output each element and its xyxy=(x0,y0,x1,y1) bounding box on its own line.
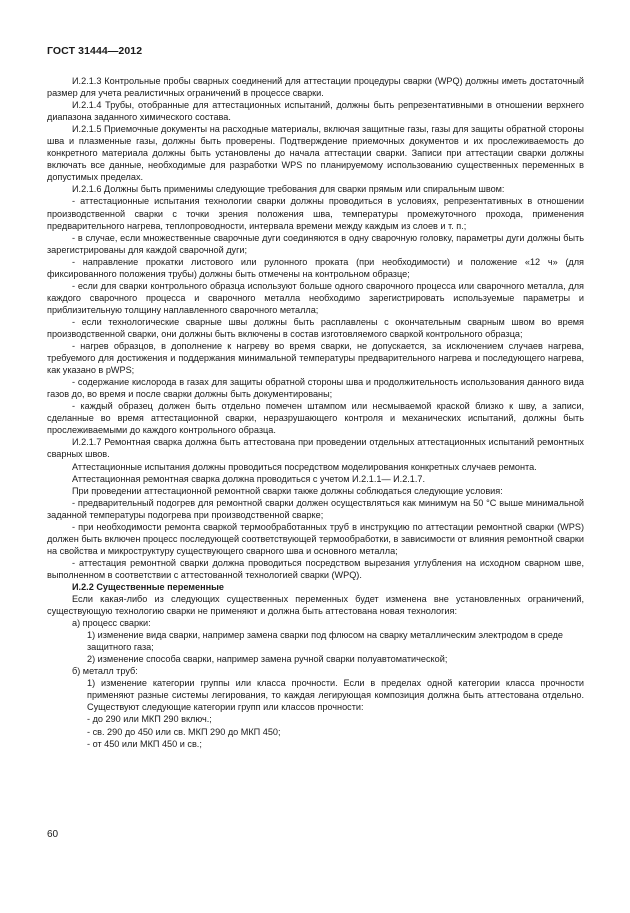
paragraph: 2) изменение способа сварки, например замена ручной сварки полуавтоматической; xyxy=(87,654,448,665)
paragraph: - если для сварки контрольного образца используют больше одного сварочного процесса или сварочного металла, для каждого сварочного процесса и сварочного металла необходимо зарегистрировать используемые параметры и приблизительную толщину наплавленного сварочного металла; xyxy=(47,280,584,315)
paragraph: - аттестация ремонтной сварки должна проводиться посредством вырезания углубления на исходном сварном шве, выполненном в соответствии с аттестованной технологией сварки (WPQ). xyxy=(47,557,584,580)
paragraph: - содержание кислорода в газах для защиты обратной стороны шва и продолжительность использования данного вида газов до, во время и после сварки должны быть документированы; xyxy=(47,377,584,400)
paragraph: - каждый образец должен быть отдельно помечен штампом или несмываемой краской близко к шву, а записи, сделанные во время аттестационной сварки, неразрушающего контроля и механических испытаний, должны быть прослеживаемыми до каждого контрольного образца. xyxy=(47,401,584,436)
paragraph: - предварительный подогрев для ремонтной сварки должен осуществляться как минимум на 50 °С выше минимальной заданной температуры подогрева при производственной сварке; xyxy=(47,497,584,520)
paragraph: И.2.1.7 Ремонтная сварка должна быть аттестована при проведении отдельных аттестационных испытаний ремонтных сварных швов. xyxy=(47,437,584,460)
paragraph: И.2.1.3 Контрольные пробы сварных соединений для аттестации процедуры сварки (WPQ) должны иметь достаточный размер для учета реалистичных ограничений в процессе сварки. xyxy=(47,76,584,99)
paragraph: - нагрев образцов, в дополнение к нагреву во время сварки, не допускается, за исключением случаев нагрева, требуемого для достижения и поддержания минимальной температуры предварительного нагрева и последующего нагрева, как указано в pWPS; xyxy=(47,341,584,376)
paragraph: б) металл труб: xyxy=(72,666,138,677)
paragraph: а) процесс сварки: xyxy=(72,618,151,629)
paragraph: 1) изменение категории группы или класса прочности. Если в пределах одной категории класса прочности применяют разные системы легирования, то каждая легирующая композиция должна быть аттестована отдельно. Существуют следующие категории групп или классов прочности: xyxy=(87,678,584,713)
paragraph: - при необходимости ремонта сваркой термообработанных труб в инструкцию по аттестации ремонтной сварки (WPS) должен быть включен процесс последующей соответствующей термообработки, в зависимости от влияния ремонтной сварки на свойства и микроструктуру существующего сварного шва и основного металла; xyxy=(47,521,584,556)
paragraph: - аттестационные испытания технологии сварки должны проводиться в условиях, репрезентативных в отношении производственной сварки с точки зрения положения шва, температуры промежуточного прохода, применения предварительного нагрева, теплопроводности, интервала времени между каждым из слоев и т. п.; xyxy=(47,196,584,231)
paragraph: - направление прокатки листового или рулонного проката (при необходимости) и положение «12 ч» (для фиксированного положения трубы) должны быть отмечены на контрольном образце; xyxy=(47,256,584,279)
paragraph: - до 290 или МКП 290 включ.; xyxy=(87,714,212,725)
paragraph: 1) изменение вида сварки, например замена сварки под флюсом на сварку металлическим электродом в среде защитного газа; xyxy=(87,630,563,653)
paragraph: Аттестационные испытания должны проводиться посредством моделирования конкретных случаев ремонта. xyxy=(72,461,537,472)
paragraph: И.2.1.4 Трубы, отобранные для аттестационных испытаний, должны быть репрезентативными в отношении верхнего диапазона заданного химического состава. xyxy=(47,100,584,123)
paragraph: Если какая-либо из следующих существенных переменных будет изменена вне установленных ограничений, существующую технологию сварки не применяют и должна быть аттестована новая технология: xyxy=(47,594,584,617)
paragraph: При проведении аттестационной ремонтной сварки также должны соблюдаться следующие условия: xyxy=(72,485,503,496)
paragraph: - от 450 или МКП 450 и св.; xyxy=(87,738,202,749)
paragraph: - если технологические сварные швы должны быть расплавлены с окончательным сварным швом во время производственной сварки, они должны быть включены в состав изготовляемого сваркой контрольного образца; xyxy=(47,316,584,339)
paragraph: - св. 290 до 450 или св. МКП 290 до МКП 450; xyxy=(87,726,281,737)
document-body xyxy=(47,75,584,750)
document-header: ГОСТ 31444—2012 xyxy=(47,45,143,57)
paragraph: Аттестационная ремонтная сварка должна проводиться с учетом И.2.1.1— И.2.1.7. xyxy=(72,473,426,484)
page-number: 60 xyxy=(47,829,59,840)
paragraph: - в случае, если множественные сварочные дуги соединяются в одну сварочную головку, параметры дуги должны быть зарегистрированы для каждой сварочной дуги; xyxy=(47,232,584,255)
paragraph: И.2.1.6 Должны быть применимы следующие требования для сварки прямым или спиральным швом: xyxy=(72,184,505,195)
section-heading: И.2.2 Существенные переменные xyxy=(72,581,224,592)
paragraph: И.2.1.5 Приемочные документы на расходные материалы, включая защитные газы, газы для защиты обратной стороны шва и плазменные газы, должны быть проверены. Подтверждение приемочных документов и их прослеживаемость до конкретного материала должны быть установлены до начала аттестации сварки. Записи при аттестации сварки должны включать все данные, необходимые для разработки WPS по планируемому использованию существенных переменных в допустимых пределах. xyxy=(47,124,584,183)
